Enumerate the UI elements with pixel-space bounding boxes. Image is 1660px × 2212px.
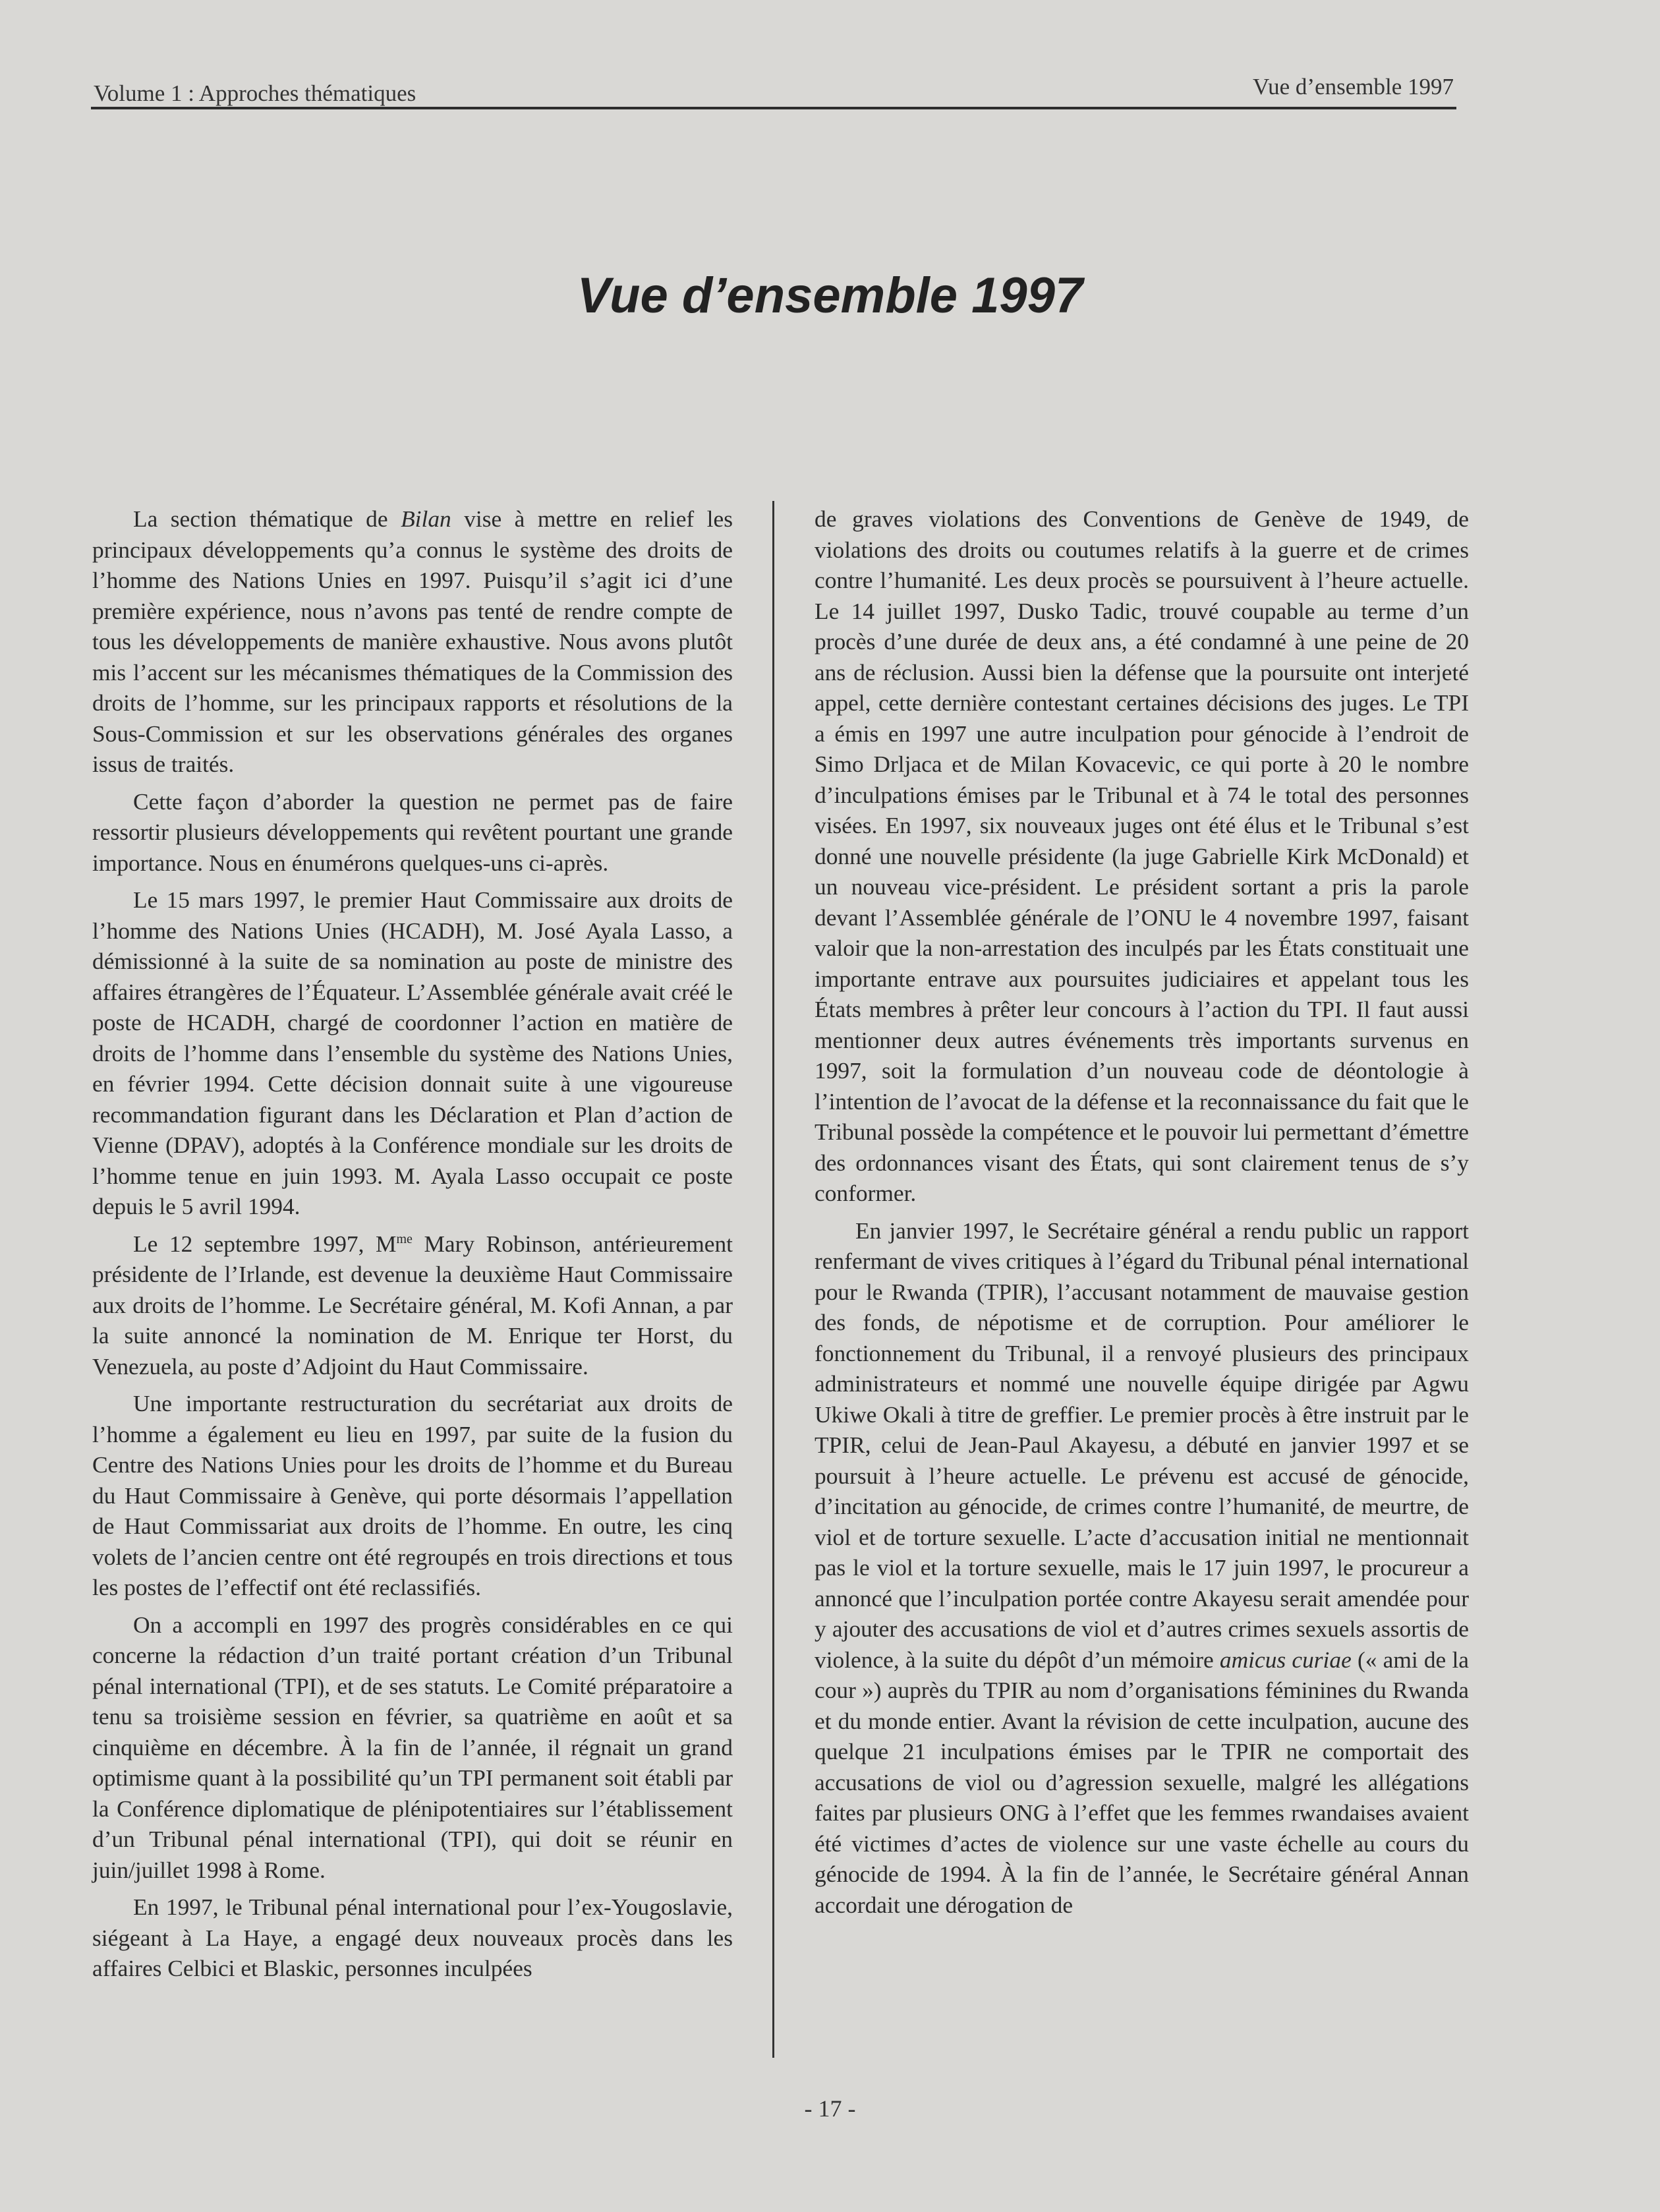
header-volume-title: Volume 1 : Approches thématiques [94,80,416,106]
left-column [92,504,733,1991]
paragraph [92,504,733,780]
header-section-title: Vue d’ensemble 1997 [1252,74,1454,100]
superscript: me [396,1231,413,1246]
paragraph-text: Le 12 septembre 1997, M [133,1230,397,1257]
paragraph-text: La section thématique de [133,506,401,532]
paragraph: On a accompli en 1997 des progrès considérables en ce qui concerne la rédaction d’un traité portant création d’un Tribunal pénal international (TPI), et de ses statuts. Le Comité préparatoire a tenu sa troisième session en février, sa quatrième en août et sa cinquième en décembre. À la fin de l’année, il régnait un grand optimisme quant à la possibilité qu’un TPI permanent soit établi par la Conférence diplomatique de plénipotentiaires sur l’établissement d’un Tribunal pénal international (TPI), qui doit se réunir en juin/juillet 1998 à Rome. [92,1611,733,1883]
paragraph [92,1229,733,1382]
paragraph-text: En janvier 1997, le Secrétaire général a rendu public un rapport renfermant de vives critiques à l’égard du Tribunal pénal international pour le Rwanda (TPIR), l’accusant notamment de mauvaise gestion des fonds, de népotisme et de corruption. Pour améliorer le fonctionnement du Tribunal, il a renvoyé plusieurs des principaux administrateurs et nommé une nouvelle équipe dirigée par Agwu Ukiwe Okali à titre de greffier. Le premier procès à être instruit par le TPIR, celui de Jean-Paul Akayesu, a débuté en janvier 1997 et se poursuit à l’heure actuelle. Le prévenu est accusé de génocide, d’incitation au génocide, de crimes contre l’humanité, de meurtre, de viol et de torture sexuelle. L’acte d’accusation initial ne mentionnait pas le viol et la torture sexuelle, mais le 17 juin 1997, le procureur a annoncé que l’inculpation portée contre Akayesu serait amendée pour y ajouter des accusations de viol et d’autres crimes sexuels assortis de violence, à la suite du dépôt d’un mémoire [815,1217,1469,1673]
paragraph: Cette façon d’aborder la question ne permet pas de faire ressortir plusieurs développements qui revêtent pourtant une grande importance. Nous en énumérons quelques-uns ci-après. [92,788,733,876]
paragraph-text: (« ami de la cour ») auprès du TPIR au nom d’organisations féminines du Rwanda et du monde entier. Avant la révision de cette inculpation, aucune des quelque 21 inculpations émises par le TPIR ne comportait des accusations de viol ou d’agression sexuelle, malgré les allégations faites par plusieurs ONG à l’effet que les femmes rwandaises avaient été victimes d’actes de violence sur une vaste échelle au cours du génocide de 1994. À la fin de l’année, le Secrétaire général Annan accordait une dérogation de [815,1646,1469,1918]
paragraph [815,1215,1469,1921]
italic-term: Bilan [401,506,451,532]
paragraph: Le 15 mars 1997, le premier Haut Commissaire aux droits de l’homme des Nations Unies (HCADH), M. José Ayala Lasso, a démissionné à la suite de sa nomination au poste de ministre des affaires étrangères de l’Équateur. L’Assemblée générale avait créé le poste de HCADH, chargé de coordonner l’action en matière de droits de l’homme dans l’ensemble du système des Nations Unies, en février 1994. Cette décision donnait suite à une vigoureuse recommandation figurant dans les Déclaration et Plan d’action de Vienne (DPAV), adoptés à la Conférence mondiale sur les droits de l’homme tenue en juin 1993. M. Ayala Lasso occupait ce poste depuis le 5 avril 1994. [92,887,733,1219]
paragraph: de graves violations des Conventions de Genève de 1949, de violations des droits ou coutumes relatifs à la guerre et de crimes contre l’humanité. Les deux procès se poursuivent à l’heure actuelle. Le 14 juillet 1997, Dusko Tadic, trouvé coupable au terme d’un procès d’une durée de deux ans, a été condamné à une peine de 20 ans de réclusion. Aussi bien la défense que la poursuite ont interjeté appel, cette dernière contestant certaines décisions des juges. Le TPI a émis en 1997 une autre inculpation pour génocide à l’endroit de Simo Drljaca et de Milan Kovacevic, ce qui porte à 20 le nombre d’inculpations émises par le Tribunal et à 74 le total des personnes visées. En 1997, six nouveaux juges ont été élus et le Tribunal s’est donné une nouvelle présidente (la juge Gabrielle Kirk McDonald) et un nouveau vice-président. Le président sortant a pris la parole devant l’Assemblée générale de l’ONU le 4 novembre 1997, faisant valoir que la non-arrestation des inculpés par les États constituait une importante entrave aux poursuites judiciaires et appelant tous les États membres à prêter leur concours à l’action du TPI. Il faut aussi mentionner deux autres événements très importants survenus en 1997, soit la formulation d’un nouveau code de déontologie à l’intention de l’avocat de la défense et la reconnaissance du fait que le Tribunal possède la compétence et le pouvoir lui permettant d’émettre des ordonnances visant des États, qui sont clairement tenus de s’y conformer. [815,506,1469,1206]
paragraph-text: Mary Robinson, antérieurement présidente de l’Irlande, est devenue la deuxième Haut Commissaire aux droits de l’homme. Le Secrétaire général, M. Kofi Annan, a par la suite annoncé la nomination de M. Enrique ter Horst, du Venezuela, au poste d’Adjoint du Haut Commissaire. [92,1230,733,1380]
column-divider [772,501,774,2058]
paragraph: En 1997, le Tribunal pénal international pour l’ex-Yougoslavie, siégeant à La Haye, a engagé deux nouveaux procès dans les affaires Celbici et Blaskic, personnes inculpées [92,1894,733,1981]
paragraph-text: vise à mettre en relief les principaux développements qu’a connus le système des droits de l’homme des Nations Unies en 1997. Puisqu’il s’agit ici d’une première expérience, nous n’avons pas tenté de rendre compte de tous les développements de manière exhaustive. Nous avons plutôt mis l’accent sur les mécanismes thématiques de la Commission des droits de l’homme, sur les principaux rapports et résolutions de la Sous-Commission et sur les observations générales des organes issus de traités. [92,506,733,777]
paragraph: Une importante restructuration du secrétariat aux droits de l’homme a également eu lieu en 1997, par suite de la fusion du Centre des Nations Unies pour les droits de l’homme et du Bureau du Haut Commissaire à Genève, qui porte désormais l’appellation de Haut Commissariat aux droits de l’homme. En outre, les cinq volets de l’ancien centre ont été regroupés en trois directions et tous les postes de l’effectif ont été reclassifiés. [92,1390,733,1600]
page-title: Vue d’ensemble 1997 [577,268,1083,324]
right-column [815,504,1469,1927]
header-rule [91,107,1456,109]
page-number: - 17 - [804,2095,856,2122]
italic-term: amicus curiae [1219,1646,1352,1673]
